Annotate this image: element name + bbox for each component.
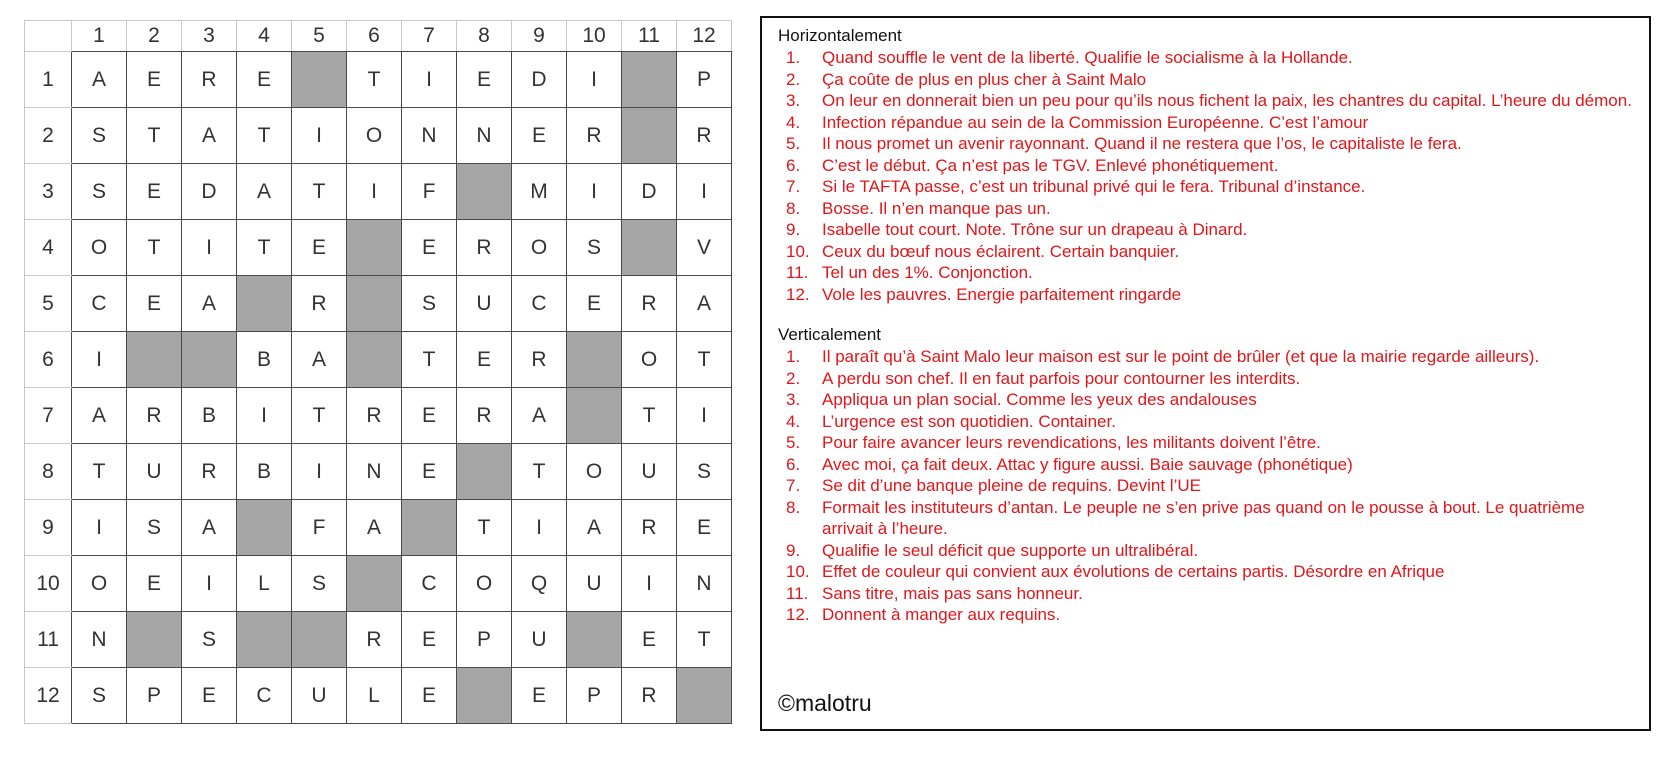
clue-number: 9. <box>786 540 801 560</box>
vertical-clue <box>778 411 1633 433</box>
column-header: 2 <box>127 21 182 52</box>
letter-cell[interactable]: L <box>237 556 292 612</box>
letter-cell[interactable]: I <box>292 108 347 164</box>
grid-row <box>25 164 732 220</box>
column-header: 10 <box>567 21 622 52</box>
letter-cell[interactable]: A <box>72 388 127 444</box>
letter-cell[interactable]: P <box>127 668 182 724</box>
clue-number: 6. <box>786 454 801 474</box>
letter-cell[interactable]: P <box>567 668 622 724</box>
letter-cell[interactable]: T <box>292 164 347 220</box>
grid-corner <box>25 21 72 52</box>
letter-cell[interactable]: B <box>237 332 292 388</box>
grid-row <box>25 52 732 108</box>
clue-text: Ça coûte de plus en plus cher à Saint Malo <box>822 69 1147 89</box>
letter-cell[interactable]: E <box>677 500 732 556</box>
letter-cell[interactable]: I <box>72 500 127 556</box>
letter-cell[interactable]: S <box>72 108 127 164</box>
vertical-clue <box>778 583 1633 605</box>
letter-cell[interactable]: T <box>237 108 292 164</box>
vertical-clue <box>778 497 1633 540</box>
clue-text: Effet de couleur qui convient aux évolutions de certains partis. Désordre en Afrique <box>822 562 1445 581</box>
letter-cell[interactable]: C <box>72 276 127 332</box>
letter-cell[interactable]: D <box>182 164 237 220</box>
clue-text: Donnent à manger aux requins. <box>822 605 1061 624</box>
clue-number: 5. <box>786 433 801 452</box>
letter-cell[interactable]: I <box>567 164 622 220</box>
letter-cell[interactable]: E <box>622 612 677 668</box>
clue-number: 8. <box>786 198 801 218</box>
clue-text: Isabelle tout court. Note. Trône sur un drapeau à Dinard. <box>822 220 1248 239</box>
letter-cell[interactable]: S <box>567 220 622 276</box>
letter-cell[interactable]: E <box>127 276 182 332</box>
column-header: 1 <box>72 21 127 52</box>
clue-text: Se dit d’une banque pleine de requins. Devint l’UE <box>822 476 1201 495</box>
letter-cell[interactable]: T <box>347 52 402 108</box>
letter-cell[interactable]: U <box>127 444 182 500</box>
vertical-clue <box>778 540 1633 562</box>
letter-cell[interactable]: B <box>237 444 292 500</box>
clue-number: 3. <box>786 390 801 409</box>
black-cell[interactable] <box>347 332 402 388</box>
letter-cell[interactable]: I <box>72 332 127 388</box>
grid-row <box>25 556 732 612</box>
black-cell[interactable] <box>567 388 622 444</box>
letter-cell[interactable]: I <box>622 556 677 612</box>
horizontal-clue <box>778 176 1633 198</box>
horizontal-clue <box>778 47 1633 69</box>
letter-cell[interactable]: A <box>182 276 237 332</box>
letter-cell[interactable]: S <box>72 164 127 220</box>
letter-cell[interactable]: I <box>677 164 732 220</box>
letter-cell[interactable]: U <box>457 276 512 332</box>
column-header: 3 <box>182 21 237 52</box>
letter-cell[interactable]: B <box>182 388 237 444</box>
clue-text: Si le TAFTA passe, c’est un tribunal privé qui le fera. Tribunal d’instance. <box>822 177 1366 196</box>
clues-panel <box>760 16 1651 731</box>
letter-cell[interactable]: A <box>567 500 622 556</box>
clue-text: Tel un des 1%. Conjonction. <box>822 263 1033 282</box>
clue-number: 11. <box>786 263 809 282</box>
column-header: 7 <box>402 21 457 52</box>
vertical-clue-list <box>778 346 1633 626</box>
horizontal-clue <box>778 241 1633 263</box>
letter-cell[interactable]: E <box>237 52 292 108</box>
letter-cell[interactable]: S <box>292 556 347 612</box>
letter-cell[interactable]: Q <box>512 556 567 612</box>
row-header: 10 <box>25 556 72 612</box>
letter-cell[interactable]: M <box>512 164 567 220</box>
row-header: 5 <box>25 276 72 332</box>
letter-cell[interactable]: I <box>512 500 567 556</box>
black-cell[interactable] <box>292 612 347 668</box>
letter-cell[interactable]: A <box>677 276 732 332</box>
letter-cell[interactable]: S <box>127 500 182 556</box>
clue-text: L’urgence est son quotidien. Container. <box>822 411 1116 431</box>
crossword-grid <box>24 20 732 724</box>
grid-row <box>25 500 732 556</box>
clue-text: Qualifie le seul déficit que supporte un ultralibéral. <box>822 540 1199 560</box>
black-cell[interactable] <box>127 332 182 388</box>
black-cell[interactable] <box>127 612 182 668</box>
letter-cell[interactable]: T <box>72 444 127 500</box>
black-cell[interactable] <box>182 332 237 388</box>
letter-cell[interactable]: E <box>127 52 182 108</box>
horizontal-clue <box>778 262 1633 284</box>
vertical-clue <box>778 561 1633 583</box>
black-cell[interactable] <box>347 556 402 612</box>
clue-text: Quand souffle le vent de la liberté. Qualifie le socialisme à la Hollande. <box>822 48 1353 67</box>
letter-cell[interactable]: R <box>622 276 677 332</box>
column-header: 6 <box>347 21 402 52</box>
clue-number: 3. <box>786 91 801 110</box>
letter-cell[interactable]: A <box>347 500 402 556</box>
row-header: 9 <box>25 500 72 556</box>
grid-row <box>25 444 732 500</box>
letter-cell[interactable]: C <box>512 276 567 332</box>
clue-number: 2. <box>786 368 801 388</box>
clue-number: 9. <box>786 220 801 239</box>
column-header: 4 <box>237 21 292 52</box>
letter-cell[interactable]: R <box>127 388 182 444</box>
letter-cell[interactable]: E <box>567 276 622 332</box>
letter-cell[interactable]: C <box>237 668 292 724</box>
grid-row <box>25 668 732 724</box>
row-header: 2 <box>25 108 72 164</box>
clue-text: On leur en donnerait bien un peu pour qu’ils nous fichent la paix, les chantres du capital. L’heure du démon. <box>822 91 1632 110</box>
letter-cell[interactable]: R <box>182 444 237 500</box>
clue-text: Formait les instituteurs d’antan. Le peuple ne s’en prive pas quand on le pousse à bout. Le quatrième arrivait à l’heure. <box>822 497 1585 538</box>
row-header: 4 <box>25 220 72 276</box>
clue-number: 4. <box>786 411 801 431</box>
black-cell[interactable] <box>622 52 677 108</box>
clue-number: 12. <box>786 284 810 304</box>
letter-cell[interactable]: I <box>347 164 402 220</box>
vertical-clue <box>778 368 1633 390</box>
letter-cell[interactable]: T <box>622 388 677 444</box>
black-cell[interactable] <box>237 612 292 668</box>
black-cell[interactable] <box>347 220 402 276</box>
clue-text: Avec moi, ça fait deux. Attac y figure aussi. Baie sauvage (phonétique) <box>822 454 1353 474</box>
column-header: 12 <box>677 21 732 52</box>
column-header-row <box>25 21 732 52</box>
row-header: 8 <box>25 444 72 500</box>
letter-cell[interactable]: I <box>567 52 622 108</box>
black-cell[interactable] <box>292 52 347 108</box>
letter-cell[interactable]: T <box>127 108 182 164</box>
letter-cell[interactable]: D <box>512 52 567 108</box>
letter-cell[interactable]: T <box>512 444 567 500</box>
vertical-clue <box>778 604 1633 626</box>
clue-text: Infection répandue au sein de la Commission Européenne. C’est l’amour <box>822 112 1369 132</box>
letter-cell[interactable]: T <box>457 500 512 556</box>
grid-row <box>25 220 732 276</box>
letter-cell[interactable]: E <box>402 220 457 276</box>
row-header: 12 <box>25 668 72 724</box>
letter-cell[interactable]: A <box>182 500 237 556</box>
row-header: 3 <box>25 164 72 220</box>
letter-cell[interactable]: N <box>677 556 732 612</box>
letter-cell[interactable]: I <box>292 444 347 500</box>
letter-cell[interactable]: R <box>457 220 512 276</box>
vertical-clue <box>778 432 1633 454</box>
clue-text: Vole les pauvres. Energie parfaitement ringarde <box>822 284 1182 304</box>
black-cell[interactable] <box>457 444 512 500</box>
horizontal-clue <box>778 155 1633 177</box>
clue-number: 10. <box>786 241 810 261</box>
letter-cell[interactable]: R <box>622 668 677 724</box>
black-cell[interactable] <box>677 668 732 724</box>
horizontal-clue <box>778 90 1633 112</box>
credit-text: ©malotru <box>778 690 872 716</box>
letter-cell[interactable]: U <box>622 444 677 500</box>
vertical-heading: Verticalement <box>778 325 881 344</box>
letter-cell[interactable]: L <box>347 668 402 724</box>
letter-cell[interactable]: R <box>347 612 402 668</box>
letter-cell[interactable]: R <box>512 332 567 388</box>
letter-cell[interactable]: P <box>457 612 512 668</box>
clue-number: 2. <box>786 69 801 89</box>
horizontal-clue <box>778 112 1633 134</box>
horizontal-clue <box>778 198 1633 220</box>
letter-cell[interactable]: S <box>72 668 127 724</box>
row-header: 11 <box>25 612 72 668</box>
letter-cell[interactable]: T <box>127 220 182 276</box>
vertical-clue <box>778 475 1633 497</box>
letter-cell[interactable]: I <box>237 388 292 444</box>
letter-cell[interactable]: P <box>677 52 732 108</box>
letter-cell[interactable]: A <box>512 388 567 444</box>
letter-cell[interactable]: F <box>292 500 347 556</box>
letter-cell[interactable]: R <box>622 500 677 556</box>
clue-text: Il nous promet un avenir rayonnant. Quand il ne restera que l’os, le capitaliste le fera. <box>822 134 1462 153</box>
grid-row <box>25 612 732 668</box>
letter-cell[interactable]: E <box>512 108 567 164</box>
black-cell[interactable] <box>237 500 292 556</box>
letter-cell[interactable]: O <box>72 220 127 276</box>
clue-text: Sans titre, mais pas sans honneur. <box>822 583 1083 603</box>
clue-text: Ceux du bœuf nous éclairent. Certain banquier. <box>822 241 1180 261</box>
letter-cell[interactable]: S <box>182 612 237 668</box>
letter-cell[interactable]: N <box>402 108 457 164</box>
column-header: 11 <box>622 21 677 52</box>
letter-cell[interactable]: E <box>292 220 347 276</box>
horizontal-heading: Horizontalement <box>778 26 902 45</box>
clue-number: 5. <box>786 134 801 153</box>
vertical-clue <box>778 389 1633 411</box>
grid-row <box>25 388 732 444</box>
clue-number: 7. <box>786 476 801 495</box>
clue-text: Bosse. Il n’en manque pas un. <box>822 198 1051 218</box>
clue-number: 1. <box>786 347 801 366</box>
letter-cell[interactable]: R <box>567 108 622 164</box>
grid-row <box>25 276 732 332</box>
black-cell[interactable] <box>237 276 292 332</box>
clue-text: Pour faire avancer leurs revendications, les militants doivent l’être. <box>822 433 1321 452</box>
letter-cell[interactable]: O <box>512 220 567 276</box>
clue-number: 1. <box>786 48 801 67</box>
letter-cell[interactable]: T <box>237 220 292 276</box>
column-header: 5 <box>292 21 347 52</box>
horizontal-clue-list <box>778 47 1633 305</box>
letter-cell[interactable]: V <box>677 220 732 276</box>
vertical-clue <box>778 346 1633 368</box>
clue-text: C’est le début. Ça n’est pas le TGV. Enlevé phonétiquement. <box>822 155 1279 175</box>
black-cell[interactable] <box>457 164 512 220</box>
letter-cell[interactable]: R <box>182 52 237 108</box>
letter-cell[interactable]: E <box>402 444 457 500</box>
black-cell[interactable] <box>347 276 402 332</box>
letter-cell[interactable]: A <box>237 164 292 220</box>
letter-cell[interactable]: R <box>347 388 402 444</box>
clue-number: 6. <box>786 155 801 175</box>
clue-text: A perdu son chef. Il en faut parfois pour contourner les interdits. <box>822 368 1301 388</box>
letter-cell[interactable]: E <box>402 612 457 668</box>
letter-cell[interactable]: O <box>567 444 622 500</box>
letter-cell[interactable]: E <box>127 164 182 220</box>
black-cell[interactable] <box>567 332 622 388</box>
letter-cell[interactable]: T <box>677 612 732 668</box>
black-cell[interactable] <box>457 668 512 724</box>
horizontal-clue <box>778 133 1633 155</box>
grid-row <box>25 108 732 164</box>
letter-cell[interactable]: N <box>457 108 512 164</box>
letter-cell[interactable]: A <box>182 108 237 164</box>
letter-cell[interactable]: O <box>347 108 402 164</box>
letter-cell[interactable]: I <box>182 220 237 276</box>
letter-cell[interactable]: A <box>72 52 127 108</box>
clue-number: 8. <box>786 497 801 517</box>
black-cell[interactable] <box>567 612 622 668</box>
letter-cell[interactable]: A <box>292 332 347 388</box>
letter-cell[interactable]: T <box>402 332 457 388</box>
letter-cell[interactable]: O <box>72 556 127 612</box>
column-header: 8 <box>457 21 512 52</box>
letter-cell[interactable]: S <box>402 276 457 332</box>
letter-cell[interactable]: U <box>512 612 567 668</box>
grid-row <box>25 332 732 388</box>
letter-cell[interactable]: E <box>457 332 512 388</box>
letter-cell[interactable]: N <box>347 444 402 500</box>
clue-number: 11. <box>786 583 809 603</box>
letter-cell[interactable]: R <box>292 276 347 332</box>
letter-cell[interactable]: C <box>402 556 457 612</box>
horizontal-clue <box>778 219 1633 241</box>
clue-number: 7. <box>786 177 801 196</box>
letter-cell[interactable]: E <box>402 668 457 724</box>
letter-cell[interactable]: D <box>622 164 677 220</box>
letter-cell[interactable]: T <box>677 332 732 388</box>
letter-cell[interactable]: R <box>457 388 512 444</box>
letter-cell[interactable]: I <box>402 52 457 108</box>
clue-number: 10. <box>786 562 810 581</box>
letter-cell[interactable]: I <box>677 388 732 444</box>
letter-cell[interactable]: E <box>402 388 457 444</box>
horizontal-clue <box>778 69 1633 91</box>
letter-cell[interactable]: O <box>457 556 512 612</box>
clue-text: Appliqua un plan social. Comme les yeux des andalouses <box>822 390 1257 409</box>
letter-cell[interactable]: T <box>292 388 347 444</box>
row-header: 6 <box>25 332 72 388</box>
letter-cell[interactable]: E <box>127 556 182 612</box>
letter-cell[interactable]: U <box>292 668 347 724</box>
row-header: 7 <box>25 388 72 444</box>
clue-number: 4. <box>786 112 801 132</box>
letter-cell[interactable]: F <box>402 164 457 220</box>
column-header: 9 <box>512 21 567 52</box>
black-cell[interactable] <box>622 220 677 276</box>
letter-cell[interactable]: I <box>182 556 237 612</box>
letter-cell[interactable]: E <box>457 52 512 108</box>
letter-cell[interactable]: S <box>677 444 732 500</box>
clue-text: Il paraît qu’à Saint Malo leur maison est sur le point de brûler (et que la mairie regarde ailleurs). <box>822 347 1540 366</box>
letter-cell[interactable]: E <box>182 668 237 724</box>
letter-cell[interactable]: U <box>567 556 622 612</box>
vertical-clue <box>778 454 1633 476</box>
horizontal-clue <box>778 284 1633 306</box>
row-header: 1 <box>25 52 72 108</box>
letter-cell[interactable]: R <box>677 108 732 164</box>
black-cell[interactable] <box>402 500 457 556</box>
letter-cell[interactable]: E <box>512 668 567 724</box>
letter-cell[interactable]: O <box>622 332 677 388</box>
letter-cell[interactable]: N <box>72 612 127 668</box>
black-cell[interactable] <box>622 108 677 164</box>
clue-number: 12. <box>786 605 810 624</box>
